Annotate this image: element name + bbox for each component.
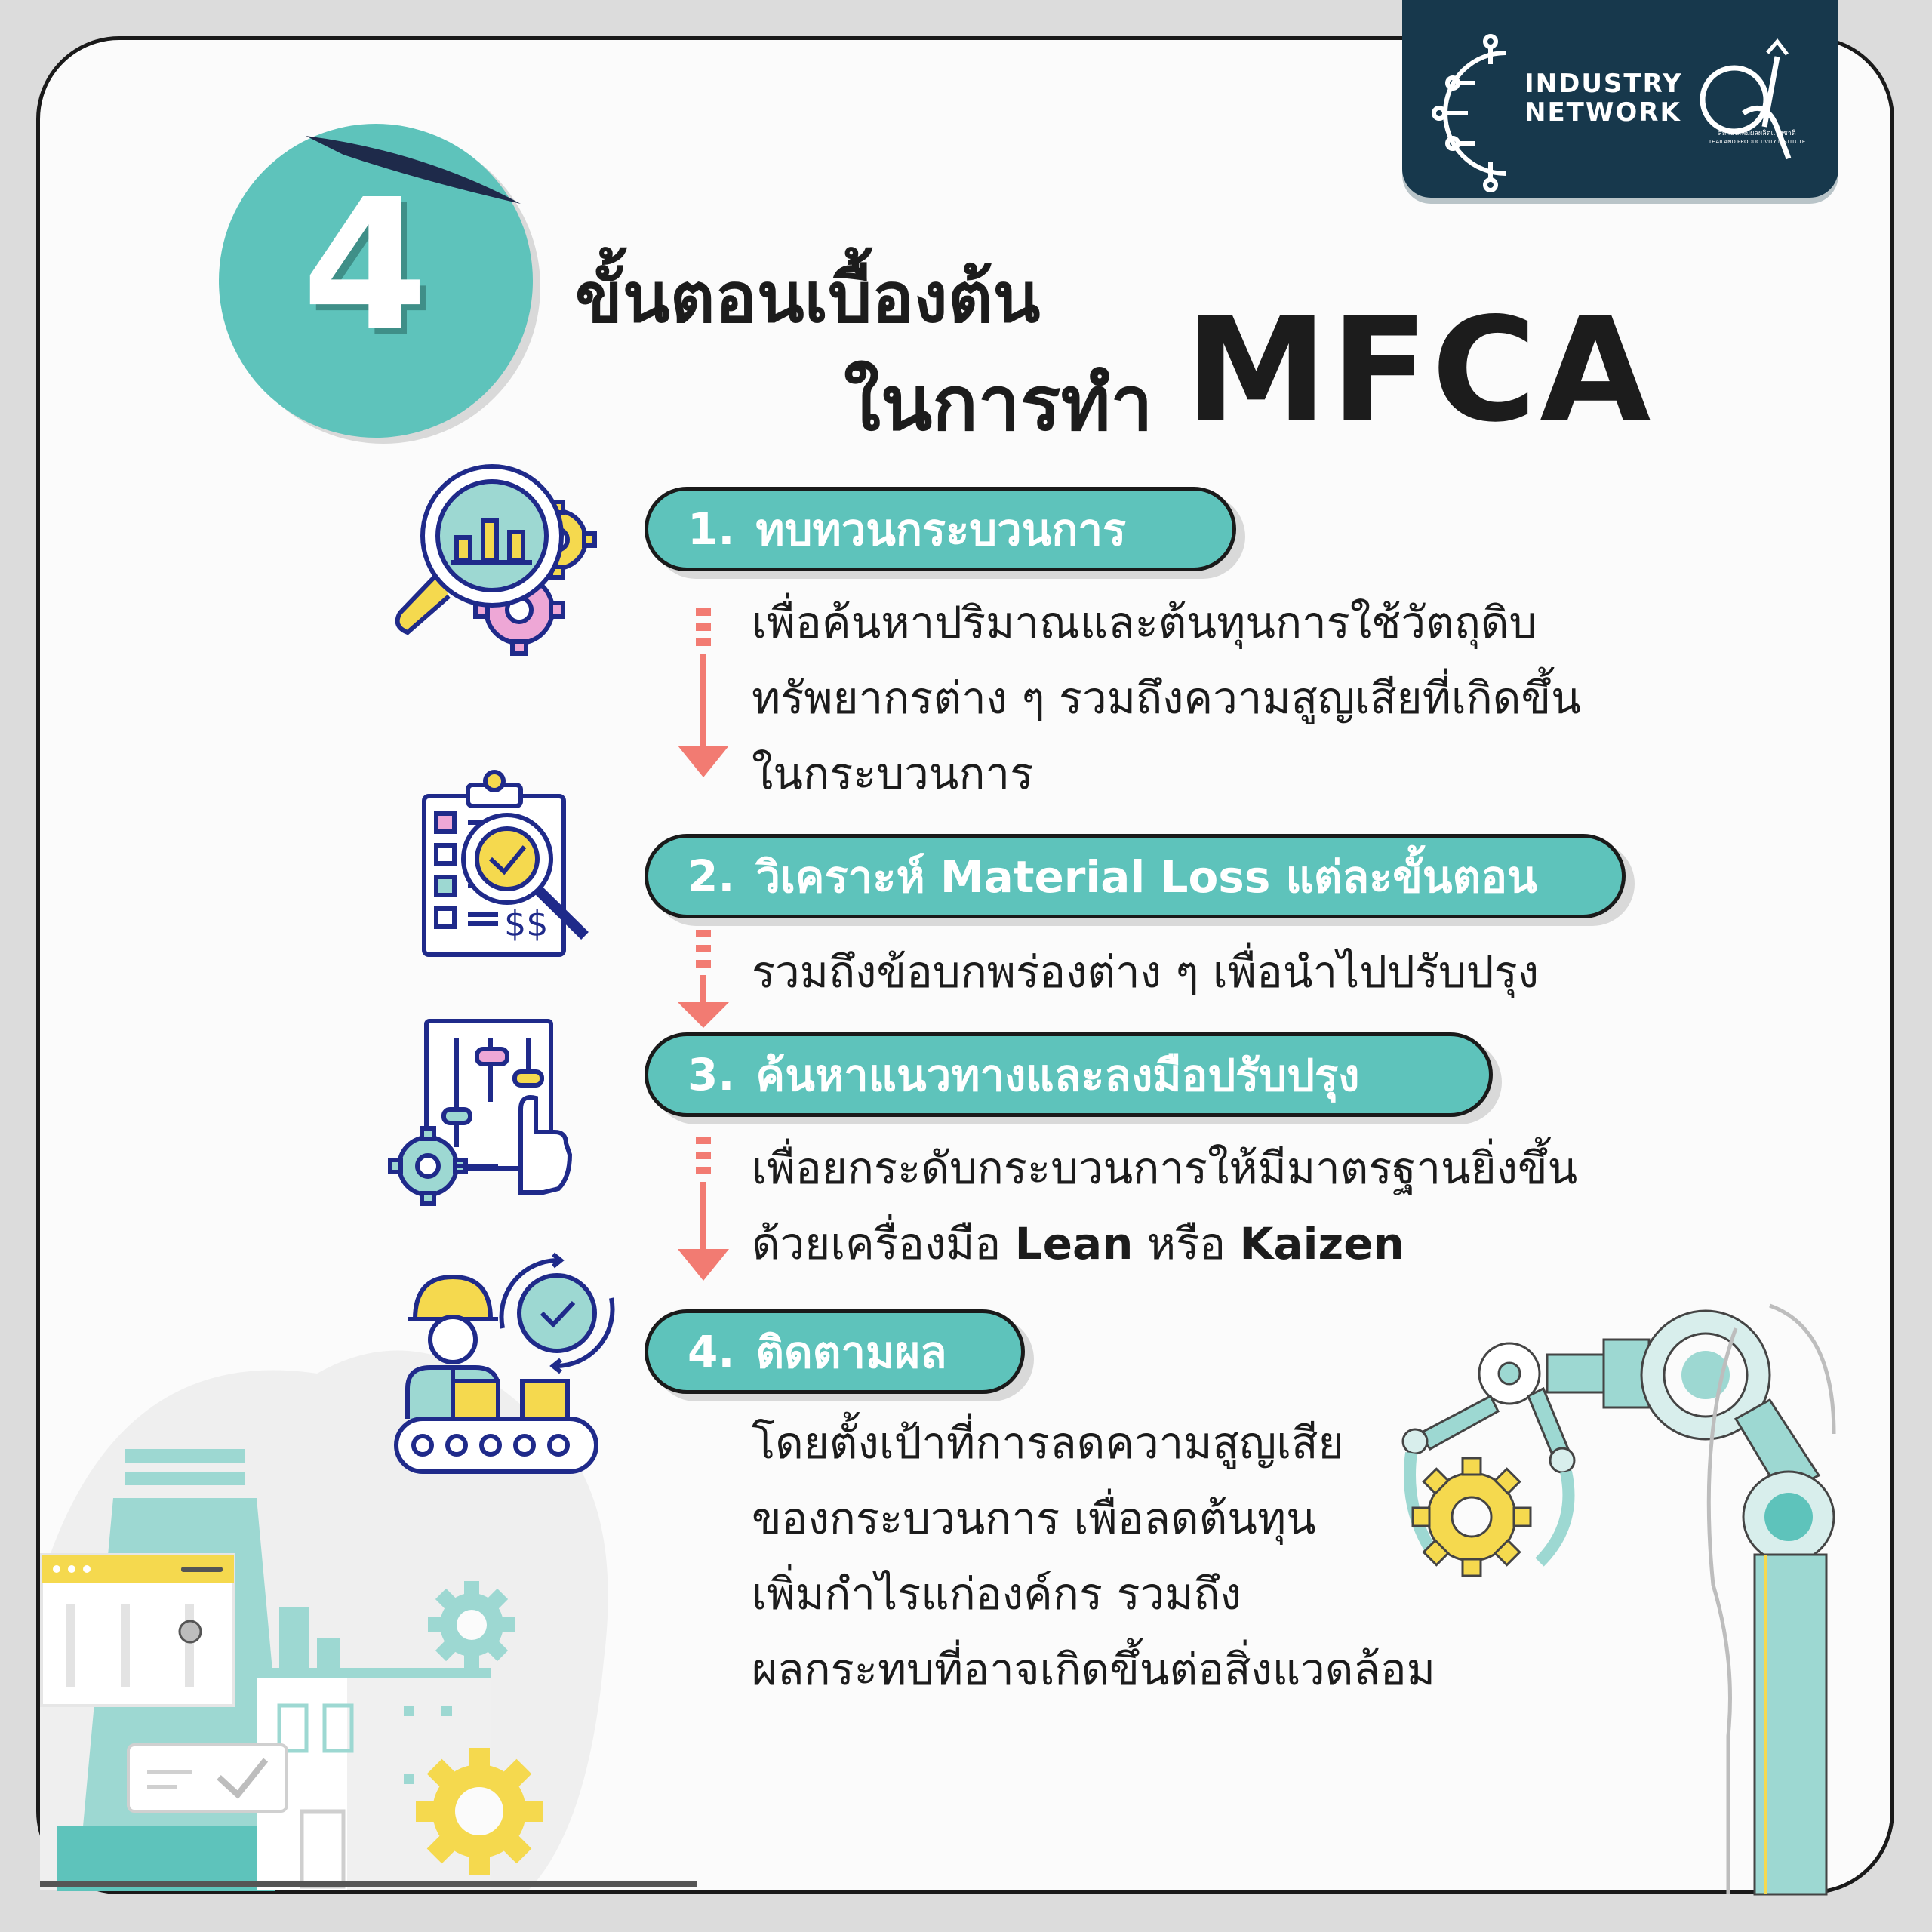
step-2-heading (645, 834, 1626, 918)
step-3-number: 3. (688, 1049, 735, 1100)
step-4-line-2: ของกระบวนการ เพื่อลดต้นทุน (752, 1493, 1316, 1544)
step-2-description (752, 934, 1539, 1010)
step-4-heading (645, 1309, 1025, 1394)
lean-term: Lean (1014, 1218, 1134, 1269)
kaizen-term: Kaizen (1239, 1218, 1404, 1269)
title-acronym: MFCA (1185, 287, 1654, 454)
logo-line-2: NETWORK (1524, 97, 1681, 128)
step-3-line-2-prefix: ด้วยเครื่องมือ (752, 1218, 1015, 1269)
svg-text:$$: $$ (504, 903, 549, 944)
step-1-title: ทบทวนกระบวนการ (755, 503, 1127, 555)
step-3-line-2 (752, 1206, 1577, 1281)
step-4-number: 4. (688, 1326, 735, 1377)
control-panel-hand-gear-icon (390, 1021, 570, 1204)
step-3-line-1: เพื่อยกระดับกระบวนการให้มีมาตรฐานยิ่งขึ้น (752, 1143, 1578, 1194)
step-3-line-2-mid: หรือ (1133, 1218, 1240, 1269)
step-2-number: 2. (688, 851, 735, 902)
step-2-title: วิเคราะห์ Material Loss แต่ละขั้นตอน (755, 851, 1537, 903)
step-4-line-1: โดยตั้งเป้าที่การลดความสูญเสีย (752, 1417, 1344, 1469)
magnifier-chart-gears-icon (398, 466, 595, 654)
step-1-number: 1. (688, 503, 735, 555)
worker-conveyor-check-icon (396, 1254, 613, 1472)
step-4-title: ติดตามผล (755, 1326, 947, 1378)
step-4-line-3: เพิ่มกำไรแก่องค์กร รวมถึง (752, 1568, 1241, 1620)
step-4-line-4: ผลกระทบที่อาจเกิดขึ้นต่อสิ่งแวดล้อม (752, 1644, 1435, 1695)
step-1-line-3: ในกระบวนการ (752, 748, 1034, 799)
step-1-description (752, 585, 1581, 811)
title-line-2: ในการทำ (844, 359, 1153, 448)
step-1-line-2: ทรัพยากรต่าง ๆ รวมถึงความสูญเสียที่เกิดขึ้น (752, 672, 1581, 724)
tpi-caption-th: สถาบันเพิ่มผลผลิตแห่งชาติ (1718, 130, 1796, 137)
clipboard-check-magnifier-icon (424, 772, 585, 955)
step-1-line-1: เพื่อค้นหาปริมาณและต้นทุนการใช้วัตถุดิบ (752, 597, 1537, 648)
step-4-description (752, 1405, 1435, 1707)
step-1-heading (645, 487, 1236, 571)
step-3-description (752, 1131, 1577, 1281)
logo-line-1: INDUSTRY (1524, 69, 1683, 99)
step-2-line-1: รวมถึงข้อบกพร่องต่าง ๆ เพื่อนำไปปรับปรุง (752, 946, 1540, 998)
big-step-count: 4 (302, 160, 428, 371)
step-3-heading (645, 1032, 1493, 1117)
step-3-title: ค้นหาแนวทางและลงมือปรับปรุง (755, 1049, 1360, 1101)
title-line-1: ขั้นตอนเบื้องต้น (575, 257, 1041, 338)
tpi-caption-en: THAILAND PRODUCTIVITY INSTITUTE (1708, 139, 1806, 145)
